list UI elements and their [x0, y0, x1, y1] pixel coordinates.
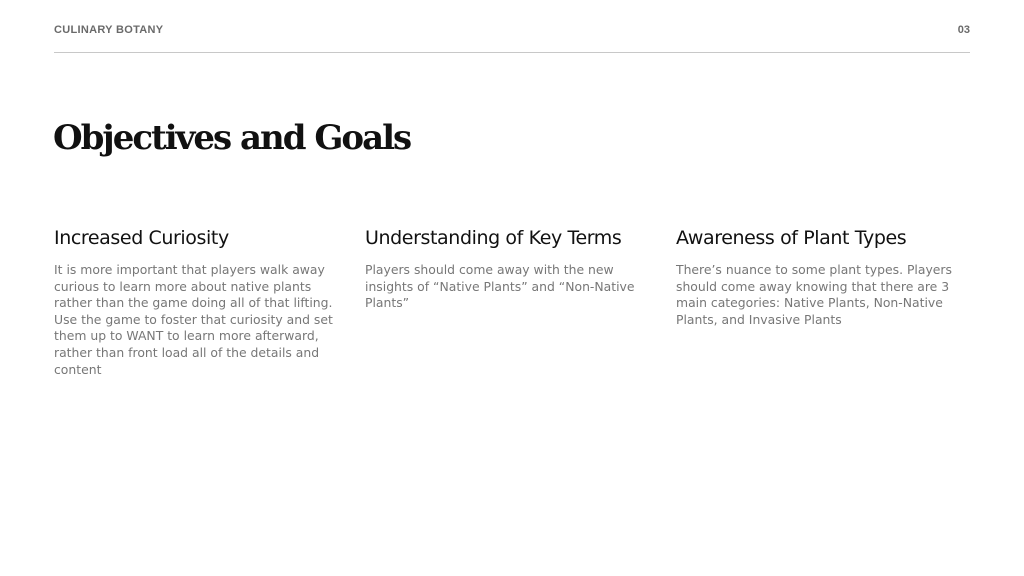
page-number: 03: [957, 24, 970, 36]
objective-description: There’s nuance to some plant types. Players should come away knowing that there are 3 main categories: Native Plants, Non-Native Plants, and Invasive Plants: [676, 262, 952, 327]
objective-column-plant-types: [676, 226, 968, 328]
objective-heading: Awareness of Plant Types: [676, 227, 907, 249]
page-title: Objectives and Goals: [53, 118, 411, 158]
header-divider: [54, 52, 970, 53]
objective-description: It is more important that players walk away curious to learn more about native plants rather than the game doing all of that lifting. Use the game to foster that curiosity and set them up to WANT to learn more afterward, rather than front load all of the details and content: [54, 262, 333, 377]
objective-column-curiosity: [54, 226, 346, 378]
slide-header: [54, 24, 970, 40]
brand-label: CULINARY BOTANY: [54, 24, 164, 36]
objective-description: Players should come away with the new insights of “Native Plants” and “Non-Native Plants”: [365, 262, 635, 311]
objective-column-key-terms: [365, 226, 657, 312]
objective-heading: Increased Curiosity: [54, 227, 229, 249]
objective-heading: Understanding of Key Terms: [365, 227, 622, 249]
